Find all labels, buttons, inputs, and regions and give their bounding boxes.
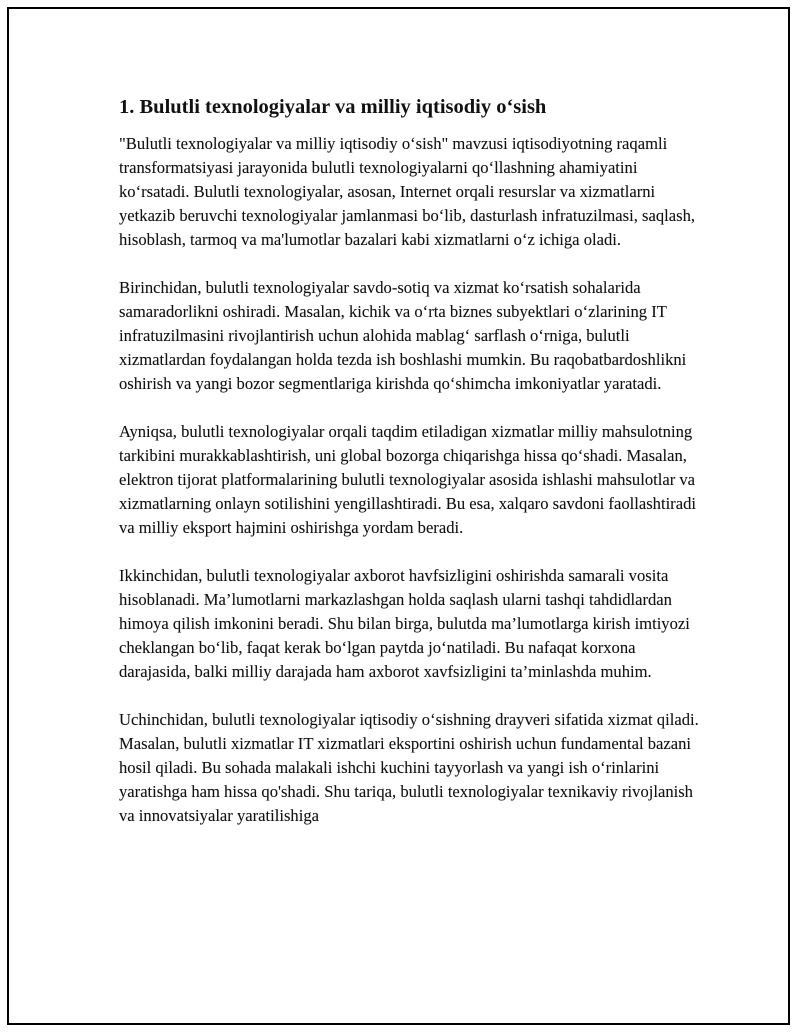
paragraph-third: Uchinchidan, bulutli texnologiyalar iqtisodiy o‘sishning drayveri sifatida xizmat qiladi. Masalan, bulutli xizmatlar IT xizmatlari eksportini oshirish uchun fundamental bazani hosil qiladi. Bu sohada malakali ishchi kuchini tayyorlash va yangi ish o‘rinlarini yaratishga ham hissa qo'shadi. Shu tariqa, bulutli texnologiyalar texnikaviy rivojlanish va innovatsiyalar yaratilishiga	[119, 710, 699, 825]
paragraph-second: Ikkinchidan, bulutli texnologiyalar axborot havfsizligini oshirishda samarali vosita hisoblanadi. Ma’lumotlarni markazlashgan holda saqlash ularni tashqi tahdidlardan himoya qilish imkonini beradi. Shu bilan birga, bulutda ma’lumotlarga kirish imtiyozi cheklangan bo‘lib, faqat kerak bo‘lgan paytda jo‘natiladi. Bu nafaqat korxona darajasida, balki milliy darajada ham axborot xavfsizligini ta’minlashda muhim.	[119, 566, 690, 681]
document-body	[119, 94, 699, 852]
paragraph-especially: Ayniqsa, bulutli texnologiyalar orqali taqdim etiladigan xizmatlar milliy mahsulotning tarkibini murakkablashtirish, uni global bozorga chiqarishga hissa qo‘shadi. Masalan, elektron tijorat platformalarining bulutli texnologiyalar asosida ishlashi mahsulotlar va xizmatlarning onlayn sotilishini yengillashtiradi. Bu esa, xalqaro savdoni faollashtiradi va milliy eksport hajmini oshirishga yordam beradi.	[119, 422, 696, 537]
paragraph-first: Birinchidan, bulutli texnologiyalar savdo-sotiq va xizmat ko‘rsatish sohalarida samaradorlikni oshiradi. Masalan, kichik va o‘rta biznes subyektlari o‘zlarining IT infratuzilmasini rivojlantirish uchun alohida mablag‘ sarflash o‘rniga, bulutli xizmatlardan foydalangan holda tezda ish boshlashi mumkin. Bu raqobatbardoshlikni oshirish va yangi bozor segmentlariga kirishda qo‘shimcha imkoniyatlar yaratadi.	[119, 278, 687, 393]
section-heading: 1. Bulutli texnologiyalar va milliy iqtisodiy o‘sish	[119, 96, 547, 118]
paragraph-intro: "Bulutli texnologiyalar va milliy iqtisodiy o‘sish" mavzusi iqtisodiyotning raqamli transformatsiyasi jarayonida bulutli texnologiyalarni qo‘llashning ahamiyatini ko‘rsatadi. Bulutli texnologiyalar, asosan, Internet orqali resurslar va xizmatlarni yetkazib beruvchi texnologiyalar jamlanmasi bo‘lib, dasturlash infratuzilmasi, saqlash, hisoblash, tarmoq va ma'lumotlar bazalari kabi xizmatlarni o‘z ichiga oladi.	[119, 134, 696, 249]
